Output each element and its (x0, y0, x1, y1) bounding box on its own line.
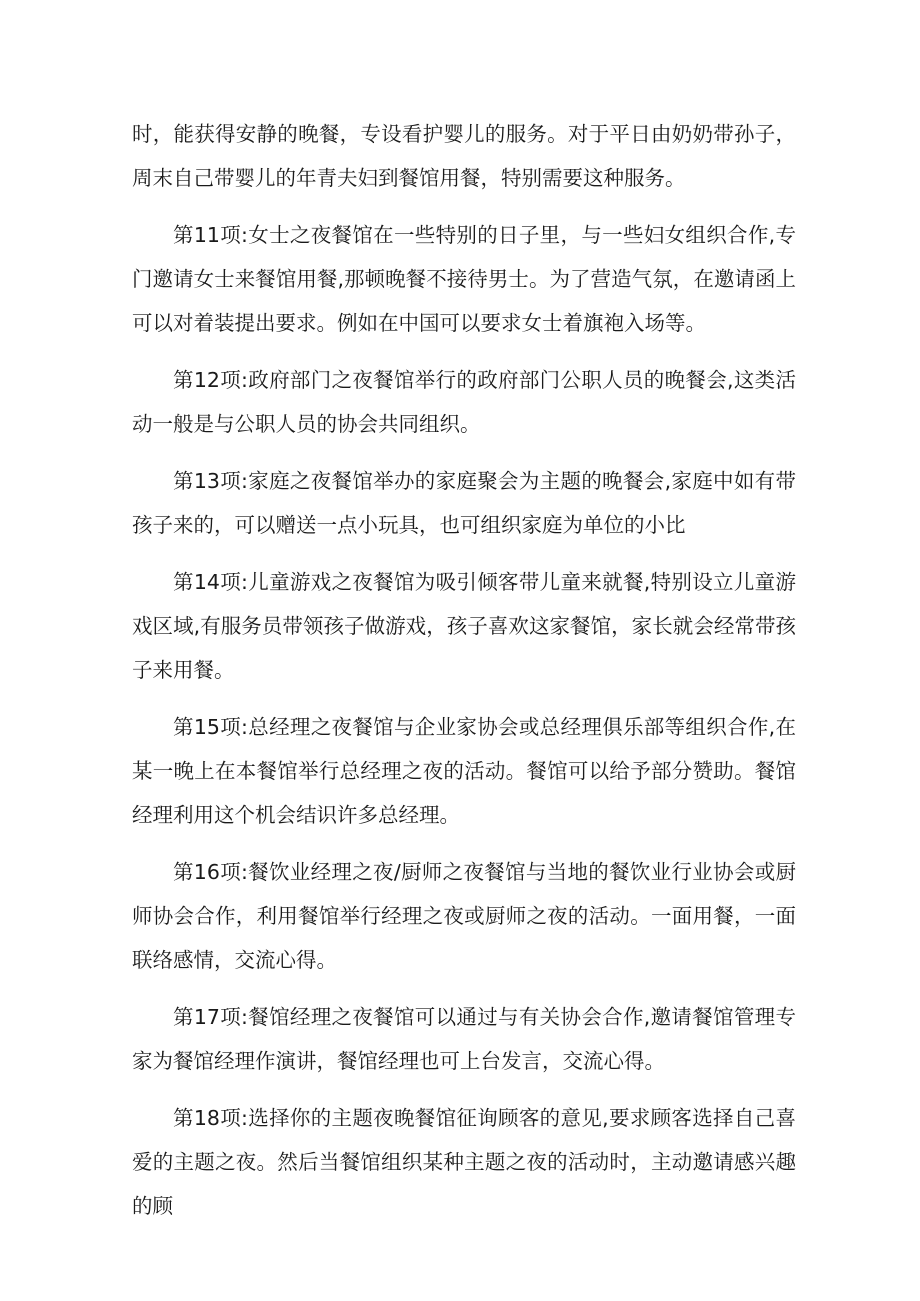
paragraph-item-15: 第15项:总经理之夜餐馆与企业家协会或总经理俱乐部等组织合作,在某一晚上在本餐馆举行总经理之夜的活动。餐馆可以给予部分赞助。餐馆经理利用这个机会结识许多总经理。 (132, 715, 796, 827)
paragraph-item-12: 第12项:政府部门之夜餐馆举行的政府部门公职人员的晚餐会,这类活动一般是与公职人员的协会共同组织。 (132, 368, 796, 436)
paragraph-item-18: 第18项:选择你的主题夜晚餐馆征询顾客的意见,要求顾客选择自己喜爱的主题之夜。然后当餐馆组织某种主题之夜的活动时，主动邀请感兴趣的顾 (132, 1106, 796, 1218)
paragraph-item-13: 第13项:家庭之夜餐馆举办的家庭聚会为主题的晚餐会,家庭中如有带孩子来的，可以赠送一点小玩具，也可组织家庭为单位的小比 (132, 469, 796, 537)
paragraph-item-14: 第14项:儿童游戏之夜餐馆为吸引倾客带儿童来就餐,特别设立儿童游戏区域,有服务员带领孩子做游戏，孩子喜欢这家餐馆，家长就会经常带孩子来用餐。 (132, 570, 796, 682)
paragraph: 时，能获得安静的晚餐，专设看护婴儿的服务。对于平日由奶奶带孙子，周末自己带婴儿的年青夫妇到餐馆用餐，特别需要这种服务。 (132, 122, 796, 190)
document-body (132, 112, 796, 1241)
paragraph-item-16: 第16项:餐饮业经理之夜/厨师之夜餐馆与当地的餐饮业行业协会或厨师协会合作，利用餐馆举行经理之夜或厨师之夜的活动。一面用餐，一面联络感情，交流心得。 (132, 860, 796, 972)
paragraph-item-11: 第11项:女士之夜餐馆在一些特别的日子里，与一些妇女组织合作,专门邀请女士来餐馆用餐,那顿晚餐不接待男士。为了营造气氛，在邀请函上可以对着装提出要求。例如在中国可以要求女士着旗袍入场等。 (132, 223, 796, 335)
paragraph-item-17: 第17项:餐馆经理之夜餐馆可以通过与有关协会合作,邀请餐馆管理专家为餐馆经理作演讲，餐馆经理也可上台发言，交流心得。 (132, 1005, 796, 1073)
